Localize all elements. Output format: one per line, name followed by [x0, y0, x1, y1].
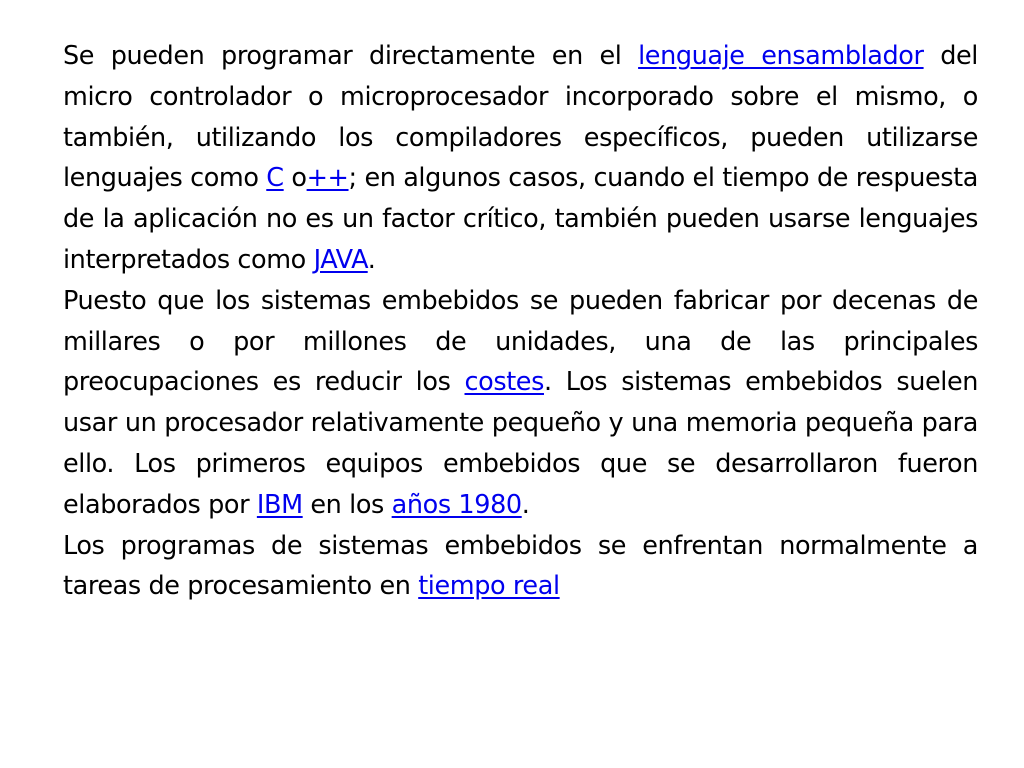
link-costes[interactable]: costes [464, 367, 544, 398]
text-segment: . Los sistemas embebidos suelen usar un procesador relativamente pequeño y una memoria pequeña para ello. Los primeros equipos embebidos que se desarrollaron fueron elaborados por [63, 367, 979, 520]
text-segment: Se pueden programar directamente en el [63, 41, 639, 71]
paragraph-tiempo-real [63, 526, 978, 608]
link-java[interactable]: JAVA [313, 244, 368, 275]
text-segment: en los [302, 489, 392, 520]
text-segment: Los programas de sistemas embebidos se enfrentan normalmente a tareas de procesamiento en [63, 530, 978, 602]
link-ibm[interactable]: IBM [256, 489, 303, 520]
paragraph-costes [63, 281, 978, 526]
text-segment: o [283, 163, 307, 194]
link-lenguaje-ensamblador[interactable]: lenguaje ensamblador [638, 41, 924, 71]
link-cpp[interactable]: ++ [306, 163, 349, 194]
link-anos-1980[interactable]: años 1980 [391, 489, 522, 520]
text-segment: . [367, 244, 376, 275]
paragraph-lenguajes [63, 36, 978, 281]
text-segment: ; en algunos casos, cuando el tiempo de respuesta de la aplicación no es un factor crítico, también pueden usarse lenguajes interpretados como [63, 163, 978, 275]
link-tiempo-real[interactable]: tiempo real [418, 571, 560, 602]
text-segment: del micro controlador o microprocesador incorporado sobre el mismo, o también, utilizando los compiladores específicos, pueden utilizarse lenguajes como [63, 41, 978, 194]
text-segment: Puesto que los sistemas embebidos se pueden fabricar por decenas de millares o por millones de unidades, una de las principales preocupaciones es reducir los [63, 285, 978, 398]
link-c[interactable]: C [266, 163, 284, 194]
text-segment: . [521, 489, 530, 520]
